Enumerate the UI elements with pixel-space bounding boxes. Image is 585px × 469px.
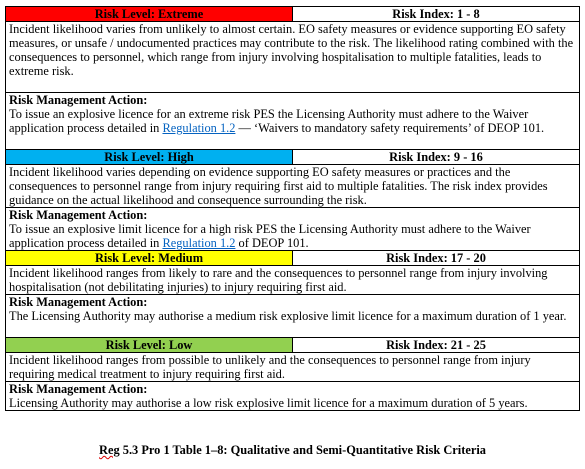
risk-index-medium: Risk Index: 17 - 20 [293,251,580,266]
caption-text: 5.3 Pro 1 Table 1–8: Qualitative and Semi-Quantitative Risk Criteria [119,443,486,457]
risk-description-medium: Incident likelihood ranges from likely to rare and the consequences to personnel range from injury involving hospitalisation (not debilitating injuries) to injury requiring first aid. [6,266,580,295]
risk-description-high: Incident likelihood varies depending on evidence supporting EO safety measures or practices and the consequences to personnel range from injury requiring first aid to multiple fatalities. The risk index provides guidance on the actual likelihood and consequence surrounding the risk. [6,165,580,208]
caption-reg: Reg [99,443,120,457]
regulation-link[interactable]: Regulation 1.2 [162,121,236,135]
risk-level-medium: Risk Level: Medium [6,251,293,266]
risk-action-medium [6,295,580,338]
risk-description-low: Incident likelihood ranges from possible to unlikely and the consequences to personnel range from injury requiring medical treatment to injury requiring first aid. [6,353,580,382]
risk-action-low [6,382,580,411]
action-text: Licensing Authority may authorise a low risk explosive limit licence for a maximum duration of 5 years. [9,396,528,410]
action-title: Risk Management Action: [9,93,148,107]
action-title: Risk Management Action: [9,295,148,309]
action-text-after: — ‘Waivers to mandatory safety requirements’ of DEOP 101. [235,121,545,135]
risk-index-low: Risk Index: 21 - 25 [293,338,580,353]
action-text: To issue an explosive licence for an extreme risk PES the Licensing Authority must adhere to the Waiver application process detailed in [9,107,529,135]
action-title: Risk Management Action: [9,382,148,396]
regulation-link[interactable]: Regulation 1.2 [162,236,236,250]
risk-criteria-table [5,6,580,411]
risk-level-extreme: Risk Level: Extreme [6,7,293,22]
risk-action-extreme [6,93,580,150]
risk-header-row-high [6,150,580,165]
action-text: The Licensing Authority may authorise a medium risk explosive limit licence for a maximum duration of 1 year. [9,309,567,323]
risk-header-row-low [6,338,580,353]
risk-description-extreme: Incident likelihood varies from unlikely to almost certain. EO safety measures or evidence supporting EO safety measures, or unsafe / undocumented practices may contribute to the risk. The likelihood rating combined with the consequences to personnel, which range from injury involving hospitalisation to multiple fatalities, leads to extreme risk. [6,22,580,93]
risk-header-row-extreme [6,7,580,22]
action-text-after: of DEOP 101. [235,236,309,250]
risk-level-high: Risk Level: High [6,150,293,165]
risk-index-high: Risk Index: 9 - 16 [293,150,580,165]
action-title: Risk Management Action: [9,208,148,222]
action-text: To issue an explosive limit licence for a high risk PES the Licensing Authority must adhere to the Waiver application process detailed in [9,222,531,250]
risk-header-row-medium [6,251,580,266]
risk-index-extreme: Risk Index: 1 - 8 [293,7,580,22]
risk-level-low: Risk Level: Low [6,338,293,353]
risk-action-high [6,208,580,251]
table-caption [0,443,585,458]
